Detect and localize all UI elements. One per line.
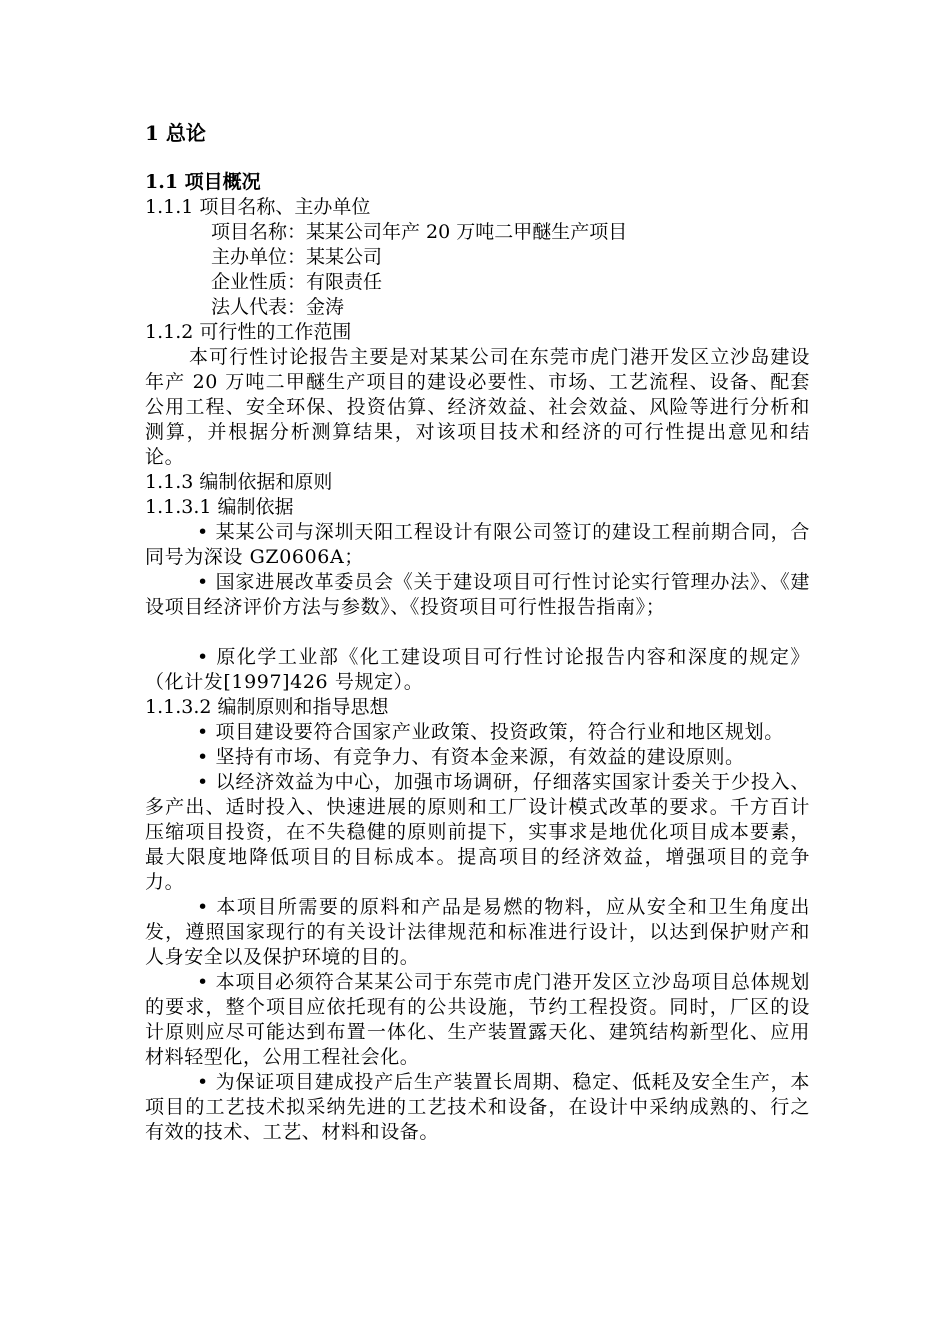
basis-item: • 国家进展改革委员会《关于建设项目可行性讨论实行管理办法》、《建设项目经济评价方法与参数》、《投资项目可行性报告指南》； xyxy=(145,571,810,618)
chapter-heading: 1 总论 xyxy=(145,121,206,145)
sponsor-field: 主办单位：某某公司 xyxy=(211,246,383,268)
scope-paragraph: 本可行性讨论报告主要是对某某公司在东莞市虎门港开发区立沙岛建设年产 20 万吨二甲醚生产项目的建设必要性、市场、工艺流程、设备、配套公用工程、安全环保、投资估算、经济效益、社会效益、风险等进行分析和测算，并根据分析测算结果，对该项目技术和经济的可行性提出意见和结论。 xyxy=(145,346,810,468)
enterprise-type-field: 企业性质：有限责任 xyxy=(211,271,383,293)
subsection-title-1-1-3: 1.1.3 编制依据和原则 xyxy=(145,471,333,493)
subsection-title-1-1-1: 1.1.1 项目名称、主办单位 xyxy=(145,196,371,218)
principle-item: • 以经济效益为中心，加强市场调研，仔细落实国家计委关于少投入、多产出、适时投入、快速进展的原则和工厂设计模式改革的要求。千方百计压缩项目投资，在不失稳健的原则前提下，实事求是地优化项目成本要素，最大限度地降低项目的目标成本。提高项目的经济效益，增强项目的竞争力。 xyxy=(145,771,810,893)
basis-item: • 某某公司与深圳天阳工程设计有限公司签订的建设工程前期合同，合同号为深设 GZ0606A； xyxy=(145,521,810,568)
principle-item: • 坚持有市场、有竞争力、有资本金来源，有效益的建设原则。 xyxy=(197,746,745,768)
principle-item: • 项目建设要符合国家产业政策、投资政策，符合行业和地区规划。 xyxy=(197,721,784,743)
principle-item: • 本项目所需要的原料和产品是易燃的物料，应从安全和卫生角度出发，遵照国家现行的有关设计法律规范和标准进行设计，以达到保护财产和人身安全以及保护环境的目的。 xyxy=(145,896,810,968)
basis-item: • 原化学工业部《化工建设项目可行性讨论报告内容和深度的规定》（化计发[1997]426 号规定）。 xyxy=(145,646,810,693)
legal-rep-field: 法人代表：金涛 xyxy=(211,296,345,318)
blank-line xyxy=(145,620,810,645)
principle-item: • 为保证项目建成投产后生产装置长周期、稳定、低耗及安全生产，本项目的工艺技术拟采纳先进的工艺技术和设备，在设计中采纳成熟的、行之有效的技术、工艺、材料和设备。 xyxy=(145,1071,810,1143)
subsection-title-1-1-3-2: 1.1.3.2 编制原则和指导思想 xyxy=(145,696,389,718)
project-name-field: 项目名称：某某公司年产 20 万吨二甲醚生产项目 xyxy=(211,221,628,243)
subsection-title-1-1-2: 1.1.2 可行性的工作范围 xyxy=(145,321,352,343)
subsection-title-1-1-3-1: 1.1.3.1 编制依据 xyxy=(145,496,294,518)
section-heading: 1.1 项目概况 xyxy=(145,171,261,193)
document-page xyxy=(145,118,810,1145)
principle-item: • 本项目必须符合某某公司于东莞市虎门港开发区立沙岛项目总体规划的要求，整个项目应依托现有的公共设施，节约工程投资。同时，厂区的设计原则应尽可能达到布置一体化、生产装置露天化、建筑结构新型化、应用材料轻型化，公用工程社会化。 xyxy=(145,971,810,1068)
